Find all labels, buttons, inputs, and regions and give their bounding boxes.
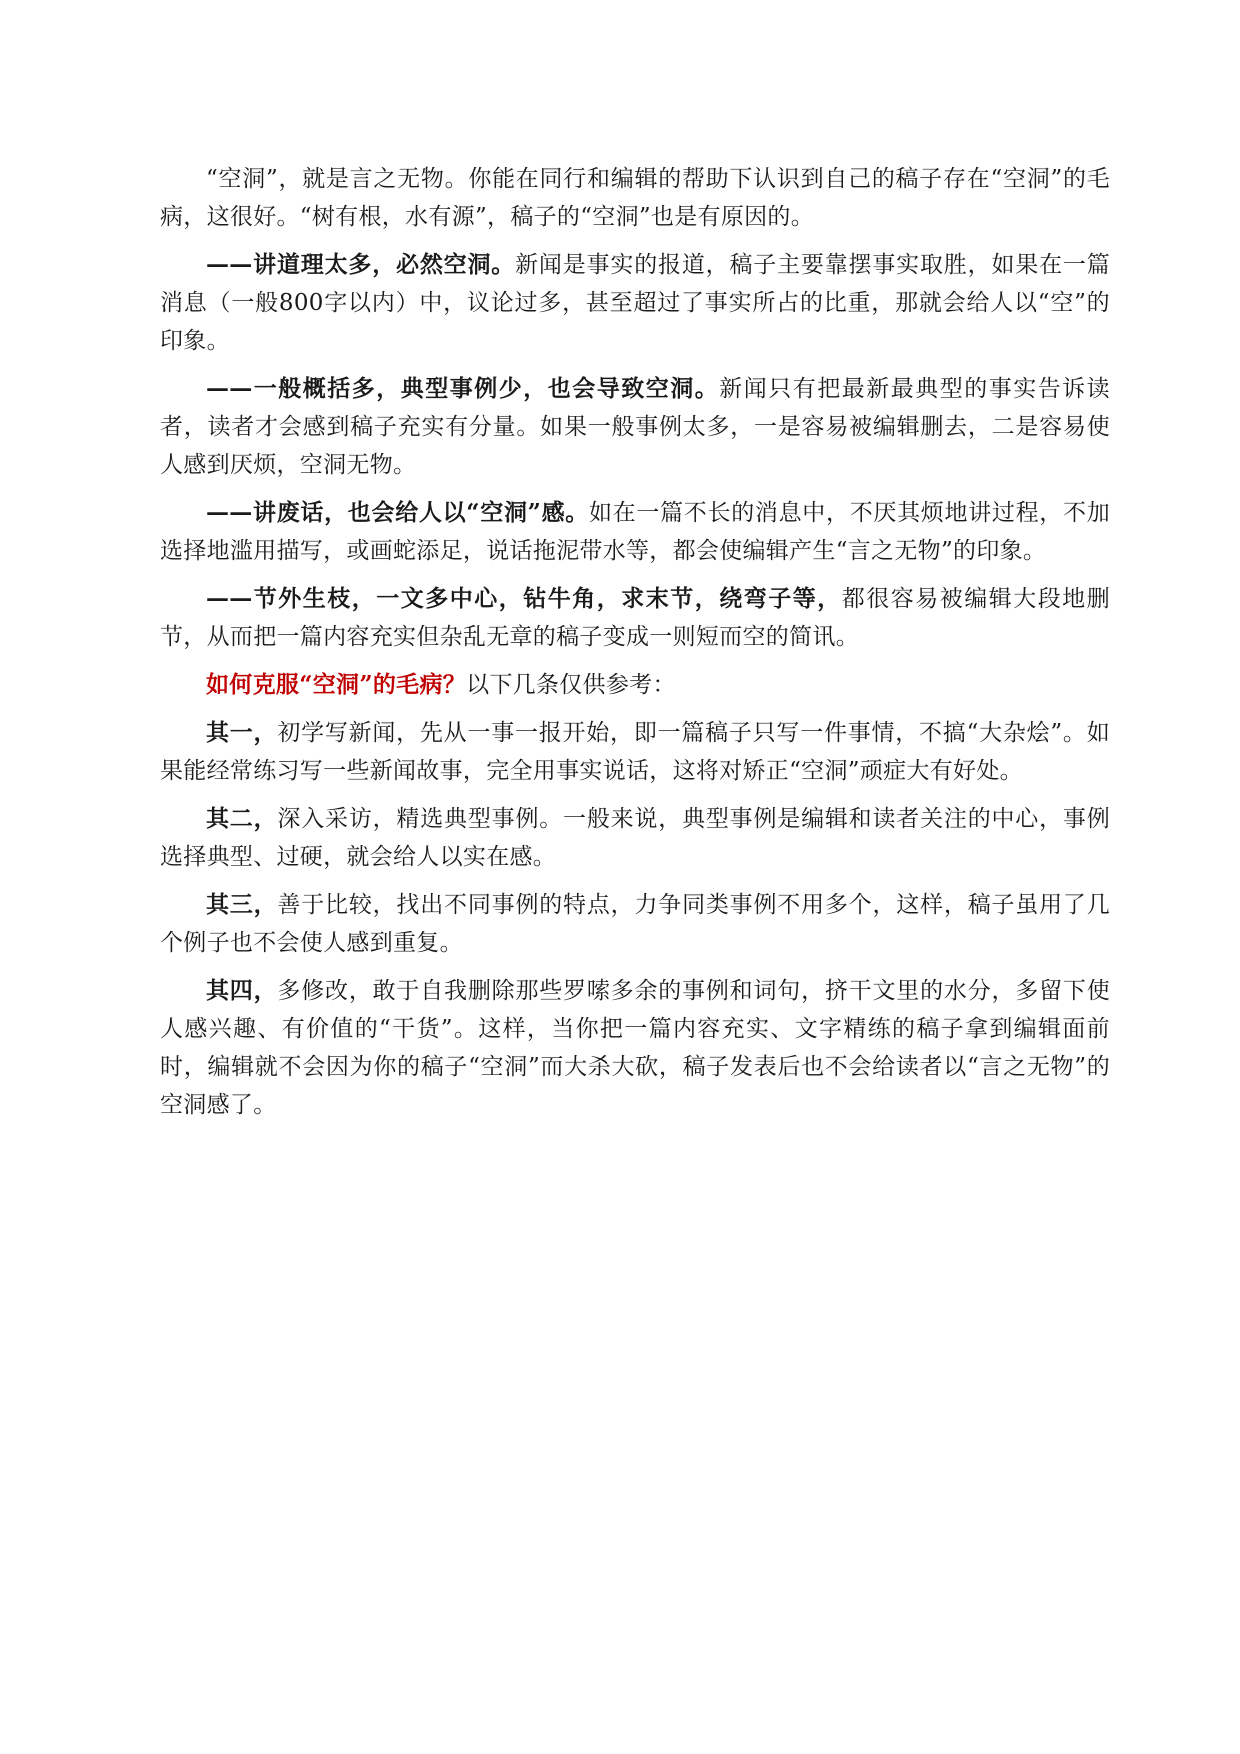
- paragraph-intro: [160, 160, 1110, 236]
- paragraph-lead: ——讲废话，也会给人以“空洞”感。: [206, 499, 589, 526]
- paragraph-remedy-3: [160, 886, 1110, 962]
- paragraph-lead: 其四，: [206, 977, 278, 1004]
- paragraph-remedy-4: [160, 972, 1110, 1124]
- paragraph-lead: ——讲道理太多，必然空洞。: [206, 251, 516, 278]
- document-page: [160, 160, 1110, 1134]
- paragraph-body: 初学写新闻，先从一事一报开始，即一篇稿子只写一件事情，不搞“大杂烩”。如果能经常练习写一些新闻故事，完全用事实说话，这将对矫正“空洞”顽症大有好处。: [160, 720, 1110, 784]
- paragraph-body: 如在一篇不长的消息中，不厌其烦地讲过程，不加选择地滥用描写，或画蛇添足，说话拖泥带水等，都会使编辑产生“言之无物”的印象。: [160, 500, 1111, 564]
- paragraph-body: 深入采访，精选典型事例。一般来说，典型事例是编辑和读者关注的中心，事例选择典型、过硬，就会给人以实在感。: [160, 806, 1111, 870]
- paragraph-body: 新闻是事实的报道，稿子主要靠摆事实取胜，如果在一篇消息（一般800字以内）中，议论过多，甚至超过了事实所占的比重，那就会给人以“空”的印象。: [160, 252, 1111, 354]
- paragraph-body: 善于比较，找出不同事例的特点，力争同类事例不用多个，这样，稿子虽用了几个例子也不会使人感到重复。: [160, 892, 1111, 956]
- paragraph-cause-digression: [160, 580, 1110, 656]
- paragraph-body: 以下几条仅供参考：: [466, 672, 676, 698]
- paragraph-remedy-heading: [160, 666, 1110, 704]
- paragraph-lead: 其二，: [206, 805, 278, 832]
- paragraph-lead: 其三，: [206, 891, 278, 918]
- paragraph-body: 新闻只有把最新最典型的事实告诉读者，读者才会感到稿子充实有分量。如果一般事例太多，一是容易被编辑删去，二是容易使人感到厌烦，空洞无物。: [160, 376, 1110, 478]
- paragraph-cause-nonsense: [160, 494, 1110, 570]
- paragraph-lead: ——节外生枝，一文多中心，钻牛角，求末节，绕弯子等，: [206, 585, 842, 612]
- paragraph-lead: ——一般概括多，典型事例少，也会导致空洞。: [206, 375, 720, 402]
- paragraph-remedy-2: [160, 800, 1110, 876]
- paragraph-remedy-1: [160, 714, 1110, 790]
- paragraph-body: 多修改，敢于自我删除那些罗嗦多余的事例和词句，挤干文里的水分，多留下使人感兴趣、有价值的“干货”。这样，当你把一篇内容充实、文字精练的稿子拿到编辑面前时，编辑就不会因为你的稿子“空洞”而大杀大砍，稿子发表后也不会给读者以“言之无物”的空洞感了。: [160, 978, 1111, 1118]
- paragraph-body: 都很容易被编辑大段地删节，从而把一篇内容充实但杂乱无章的稿子变成一则短而空的简讯。: [160, 586, 1110, 650]
- paragraph-lead-highlight: 如何克服“空洞”的毛病？: [206, 671, 467, 698]
- paragraph-lead: 其一，: [206, 719, 278, 746]
- paragraph-cause-reasoning: [160, 246, 1110, 360]
- paragraph-cause-generalization: [160, 370, 1110, 484]
- paragraph-body: “空洞”，就是言之无物。你能在同行和编辑的帮助下认识到自己的稿子存在“空洞”的毛病，这很好。“树有根，水有源”，稿子的“空洞”也是有原因的。: [160, 166, 1110, 230]
